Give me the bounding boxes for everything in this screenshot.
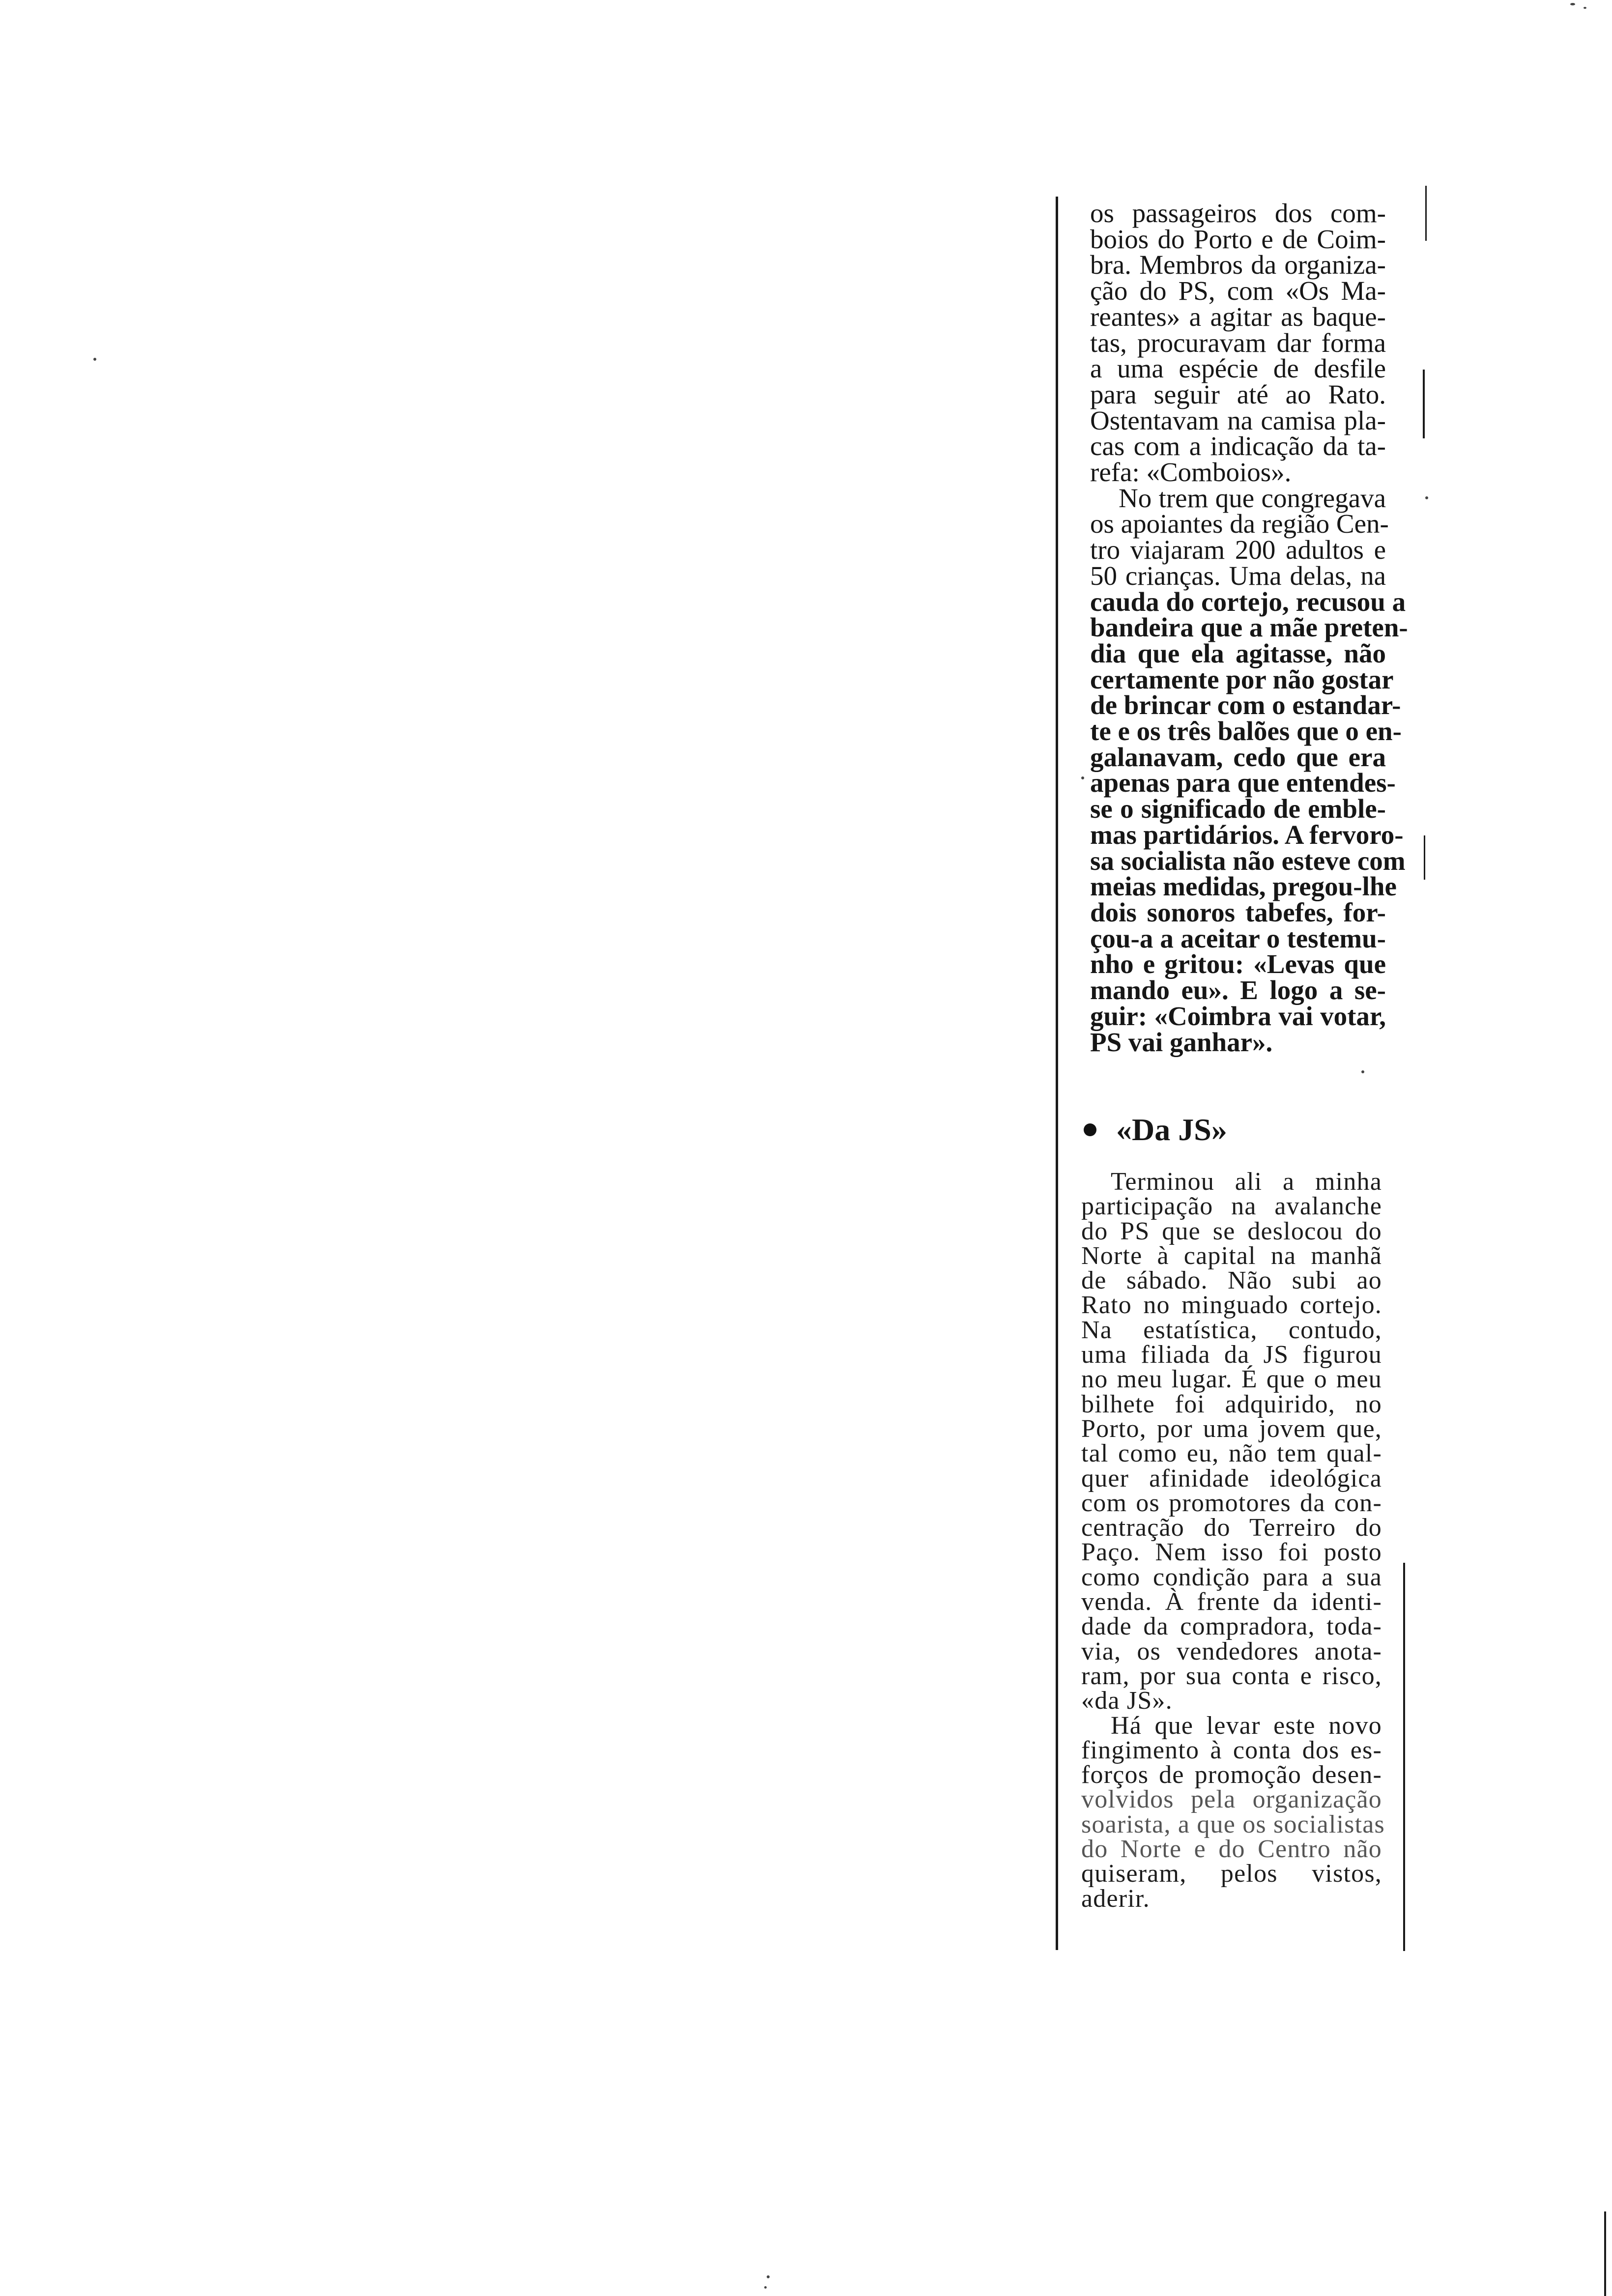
text-line: de brincar com o estandar- — [1090, 690, 1401, 720]
text-line: «da JS». — [1081, 1687, 1173, 1715]
text-line: tro viajaram 200 adultos e — [1090, 535, 1386, 565]
text-line: tal como eu, não tem qual- — [1081, 1439, 1382, 1468]
text-line: com os promotores da con- — [1081, 1489, 1382, 1517]
text-line: ção do PS, com «Os Ma- — [1090, 276, 1386, 306]
text-line: Porto, por uma jovem que, — [1081, 1414, 1382, 1443]
text-line: do PS que se deslocou do — [1081, 1217, 1382, 1245]
text-line: te e os três balões que o en- — [1090, 716, 1402, 746]
text-line: os passageiros dos com- — [1090, 198, 1386, 228]
text-line: çou-a a aceitar o testemu- — [1090, 923, 1386, 953]
text-line: centração do Terreiro do — [1081, 1514, 1382, 1542]
text-line: como condição para a sua — [1081, 1563, 1382, 1591]
text-line: cauda do cortejo, recusou a — [1090, 586, 1406, 617]
text-line: uma filiada da JS figurou — [1081, 1341, 1382, 1369]
paragraph-terminou — [1081, 1170, 1382, 1714]
text-line: aderir. — [1081, 1884, 1150, 1913]
text-line: tas, procuravam dar forma — [1090, 327, 1386, 358]
text-line: fingimento à conta dos es- — [1081, 1736, 1382, 1764]
text-line: Terminou ali a minha — [1111, 1168, 1382, 1196]
right-column-rule-mid2 — [1424, 835, 1425, 880]
section-subhead — [1084, 1112, 1227, 1148]
article-column-bottom — [1081, 1168, 1385, 1913]
text-line: dia que ela agitasse, não — [1090, 638, 1386, 668]
text-line: dois sonoros tabefes, for- — [1090, 897, 1386, 927]
text-line: quiseram, pelos vistos, — [1081, 1860, 1382, 1888]
text-line: forços de promoção desen- — [1081, 1761, 1382, 1789]
right-column-rule-bottom — [1403, 1563, 1405, 1951]
text-line: No trem que congregava — [1119, 483, 1386, 513]
text-line: mas partidários. A fervoro- — [1090, 819, 1404, 850]
text-line: nho e gritou: «Levas que — [1090, 949, 1386, 979]
text-line: PS vai ganhar». — [1090, 1027, 1273, 1057]
text-line: via, os vendedores anota- — [1081, 1637, 1382, 1665]
text-line: Ostentavam na camisa pla- — [1090, 405, 1386, 435]
text-line: Na estatística, contudo, — [1081, 1316, 1382, 1344]
text-line: no meu lugar. É que o meu — [1081, 1365, 1382, 1394]
text-line: participação na avalanche — [1081, 1192, 1382, 1221]
text-line: 50 crianças. Uma delas, na — [1090, 560, 1386, 591]
text-line: a uma espécie de desfile — [1090, 353, 1386, 384]
text-line: refa: «Comboios». — [1090, 457, 1292, 488]
text-line: ram, por sua conta e risco, — [1081, 1662, 1382, 1690]
text-line: bandeira que a mãe preten- — [1090, 612, 1408, 643]
text-line: Paço. Nem isso foi posto — [1081, 1538, 1382, 1567]
right-edge-rule — [1604, 2211, 1606, 2296]
text-line: do Norte e do Centro não — [1081, 1835, 1382, 1864]
paragraph-comboios — [1090, 198, 1386, 488]
text-line: guir: «Coimbra vai votar, — [1090, 1001, 1386, 1031]
text-line: apenas para que entendes- — [1090, 768, 1396, 798]
text-line: se o significado de emble- — [1090, 794, 1386, 824]
left-column-rule — [1056, 197, 1058, 1950]
right-column-rule-mid — [1423, 370, 1425, 438]
text-line: bra. Membros da organiza- — [1090, 250, 1386, 280]
bullet-dot-icon — [1084, 1123, 1096, 1136]
subhead-text: «Da JS» — [1116, 1112, 1227, 1147]
text-line: venda. À frente da identi- — [1081, 1588, 1382, 1616]
text-line: galanavam, cedo que era — [1090, 742, 1386, 772]
text-line: de sábado. Não subi ao — [1081, 1266, 1382, 1295]
paragraph-fingimento — [1081, 1711, 1385, 1913]
text-line: sa socialista não esteve com — [1090, 845, 1406, 876]
text-line: bilhete foi adquirido, no — [1081, 1390, 1382, 1418]
text-line: quer afinidade ideológica — [1081, 1464, 1382, 1492]
right-column-rule-top — [1425, 186, 1427, 241]
paragraph-trem — [1090, 483, 1408, 1057]
text-line: reantes» a agitar as baque- — [1090, 301, 1386, 332]
text-line: volvidos pela organização — [1081, 1785, 1382, 1814]
text-line: boios do Porto e de Coim- — [1090, 224, 1386, 254]
text-line: dade da compradora, toda- — [1081, 1612, 1382, 1641]
article-column-top — [1090, 198, 1408, 1057]
text-line: mando eu». E logo a se- — [1090, 975, 1386, 1005]
text-line: Norte à capital na manhã — [1081, 1241, 1382, 1270]
text-line: Há que levar este novo — [1111, 1711, 1382, 1740]
text-line: Rato no minguado cortejo. — [1081, 1291, 1382, 1320]
text-line: para seguir até ao Rato. — [1090, 379, 1386, 409]
text-line: os apoiantes da região Cen- — [1090, 509, 1389, 539]
text-line: certamente por não gostar — [1090, 664, 1394, 694]
text-line: meias medidas, pregou-lhe — [1090, 871, 1397, 902]
text-line: soarista, a que os socialistas — [1081, 1810, 1385, 1838]
text-line: cas com a indicação da ta- — [1090, 431, 1386, 461]
